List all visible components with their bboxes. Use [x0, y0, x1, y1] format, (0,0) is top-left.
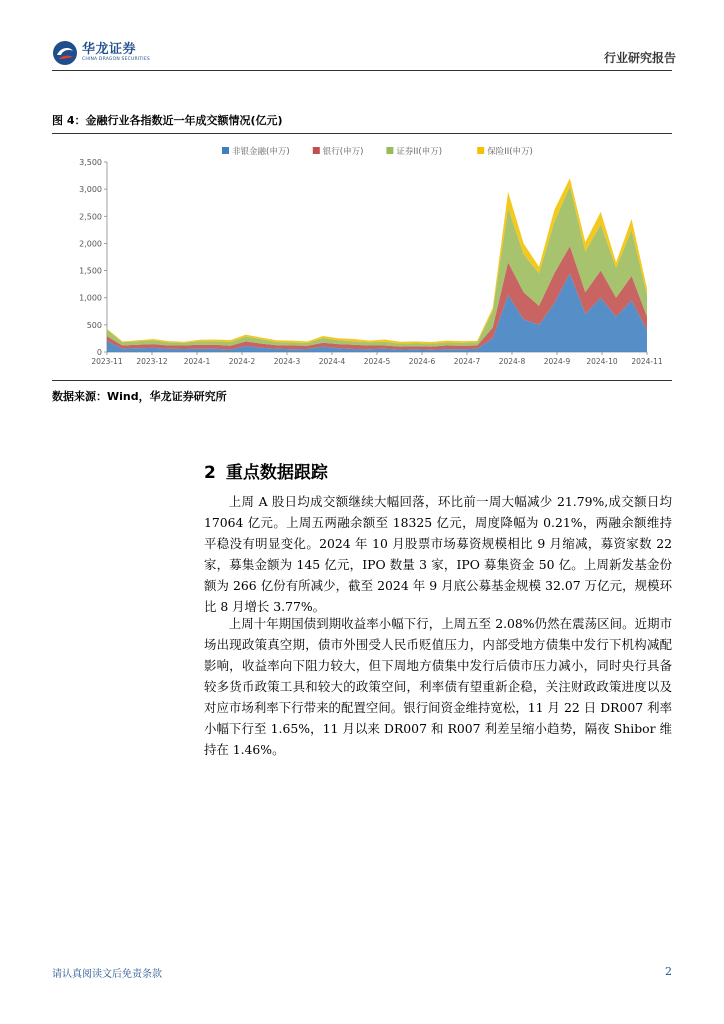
- y-tick-label: 500: [86, 320, 102, 330]
- x-tick-label: 2024-11: [631, 357, 663, 366]
- legend-label-2: 证券II(申万): [396, 147, 443, 157]
- x-tick-label: 2024-2: [228, 357, 256, 366]
- y-tick-label: 2,500: [79, 212, 102, 222]
- paragraph-market-turnover: 上周 A 股日均成交额继续大幅回落，环比前一周大幅减少 21.79%,成交额日均 17064 亿元。上周五两融余额至 18325 亿元，周度降幅为 0.21%，两融余额维持平稳没有明显变化。2024 年 10 月股票市场募资规模相比 9 月缩减，募资家数 22 家，募集金额为 145 亿元，IPO 数量 3 家，IPO 募集资金 50 亿。上周新发基金份额为 266 亿份有所减少，截至 2024 年 9 月底公募基金规模 32.07 万亿元，规模环比 8 月增长 3.77%。: [204, 494, 672, 614]
- section-title: 重点数据跟踪: [225, 463, 328, 483]
- legend-label-0: 非银金融(申万): [232, 147, 290, 157]
- legend-swatch-2: [386, 147, 393, 154]
- chart-legend: [222, 146, 533, 157]
- x-tick-label: 2024-4: [318, 357, 346, 366]
- stacked-area-chart: [52, 138, 672, 376]
- section-number: 2: [204, 463, 216, 483]
- y-tick-label: 0: [96, 348, 102, 357]
- x-tick-label: 2023-12: [136, 357, 168, 366]
- x-tick-label: 2024-5: [363, 357, 391, 366]
- figure-bottom-rule: [52, 380, 672, 381]
- page-header: [52, 40, 676, 70]
- chart-areas: [107, 178, 647, 352]
- paragraph-bond-market: 上周十年期国债到期收益率小幅下行，上周五至 2.08%仍然在震荡区间。近期市场出现政策真空期，债市外围受人民币贬值压力，内部受地方债集中发行下机构减配影响，收益率向下阻力较大，但下周地方债集中发行后债市压力减小，同时央行具备较多货币政策工具和较大的政策空间，利率债有望重新企稳，关注财政政策进度以及对应市场利率下行带来的配置空间。银行间资金维持宽松，11 月 22 日 DR007 利率小幅下行至 1.65%，11 月以来 DR007 和 R007 利差呈缩小趋势，隔夜 Shibor 维持在 1.46%。: [204, 616, 672, 757]
- section-heading: [204, 458, 328, 483]
- y-axis-ticks: [79, 158, 107, 357]
- x-tick-label: 2024-7: [453, 357, 481, 366]
- header-divider: [52, 70, 672, 71]
- company-logo: [52, 40, 150, 66]
- x-tick-label: 2024-6: [408, 357, 436, 366]
- y-tick-label: 1,500: [79, 266, 102, 276]
- company-name-en: CHINA DRAGON SECURITIES: [82, 57, 150, 63]
- x-tick-label: 2024-1: [183, 357, 211, 366]
- legend-swatch-1: [313, 147, 320, 154]
- company-name-cn: 华龙证券: [82, 42, 137, 58]
- y-tick-label: 1,000: [79, 293, 102, 303]
- figure-source: 数据来源：Wind，华龙证券研究所: [52, 390, 227, 403]
- dragon-logo-icon: [52, 40, 78, 66]
- y-tick-label: 2,000: [79, 239, 102, 249]
- legend-swatch-3: [477, 147, 484, 154]
- x-tick-label: 2023-11: [91, 357, 123, 366]
- report-type: 行业研究报告: [603, 51, 676, 65]
- legend-swatch-0: [222, 147, 229, 154]
- x-axis-ticks: [91, 352, 663, 366]
- figure-caption: 图 4：金融行业各指数近一年成交额情况(亿元): [52, 114, 283, 127]
- x-tick-label: 2024-10: [586, 357, 618, 366]
- legend-label-1: 银行(申万): [322, 147, 364, 157]
- disclaimer-note: 请认真阅读文后免责条款: [52, 969, 162, 980]
- x-tick-label: 2024-3: [273, 357, 301, 366]
- y-tick-label: 3,000: [79, 185, 102, 195]
- x-tick-label: 2024-9: [543, 357, 571, 366]
- figure-top-rule: [52, 133, 672, 134]
- legend-label-3: 保险II(申万): [487, 147, 533, 157]
- x-tick-label: 2024-8: [498, 357, 526, 366]
- page-number: 2: [665, 965, 672, 978]
- y-tick-label: 3,500: [79, 158, 102, 167]
